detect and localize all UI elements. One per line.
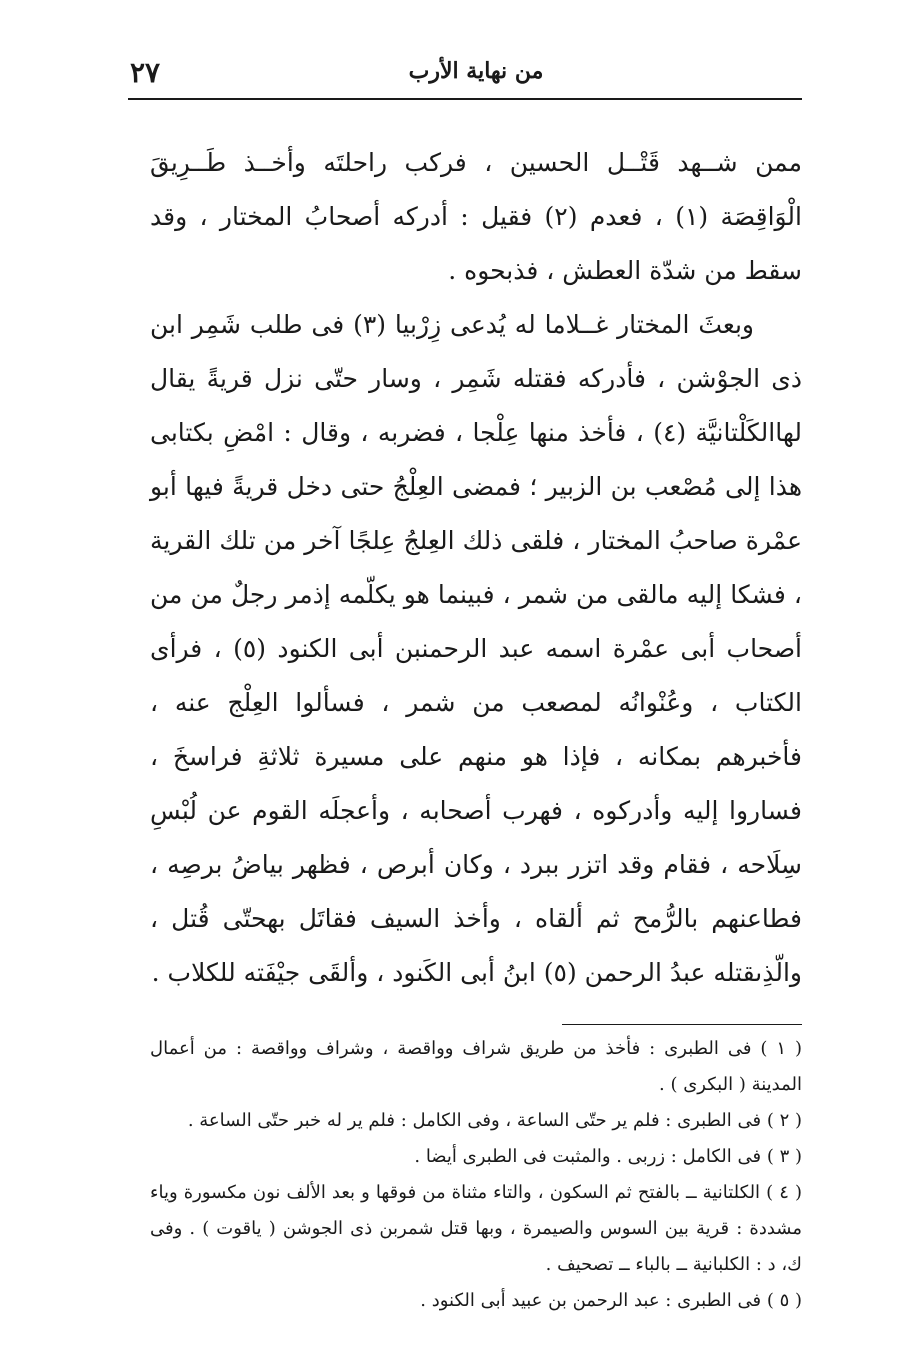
footnote: ( ٢ ) فى الطبرى : فلم ير حتّى الساعة ، وفى الكامل : فلم ير له خبر حتّى الساعة .: [187, 1110, 802, 1131]
paragraph: ممن شــهد قَتْــل الحسين ، فركب راحلتَه وأخــذ طَــرِيقَ الْوَاقِصَة (١) ، فعدم (٢) فقيل : أدركه أصحابُ المختار ، وقد سقط من شدّة العطش ، فذبحوه .: [150, 148, 802, 285]
running-title: من نهاية الأرب: [408, 58, 544, 84]
main-text: [150, 136, 802, 1000]
footnote: ( ٤ ) الكلتانية ــ بالفتح ثم السكون ، والتاء مثناة من فوقها و بعد الألف نون مكسورة وياء مشددة : قرية بين السوس والصيمرة ، وبها قتل شمربن ذى الجوشن ( ياقوت ) . وفى ك، د : الكلبانية ــ بالباء ــ تصحيف .: [150, 1182, 803, 1275]
footnotes: [150, 1031, 802, 1319]
page-header: [130, 50, 802, 96]
paragraph: وبعثَ المختار غــلاما له يُدعى زِرْبيا (٣) فى طلب شَمِر ابن ذى الجوْشن ، فأدركه فقتله شَمِر ، وسار حتّى نزل قريةً يقال لهاالكَلْتانيَّة (٤) ، فأخذ منها عِلْجا ، فضربه ، وقال : امْضِ بكتابى هذا إلى مُصْعب بن الزبير ؛ فمضى العِلْجُ حتى دخل قريةً فيها أبو عمْرة صاحبُ المختار ، فلقى ذلك العِلجُ عِلجًا آخر من تلك القرية ، فشكا إليه مالقى من شمر ، فبينما هو يكلّمه إذمر رجلٌ من من أصحاب أبى عمْرة اسمه عبد الرحمنبن أبى الكنود (٥) ، فرأى الكتاب ، وعُنْوانُه لمصعب من شمر ، فسألوا العِلْج عنه ، فأخبرهم بمكانه ، فإذا هو منهم على مسيرة ثلاثةِ فراسخَ ، فساروا إليه وأدركوه ، فهرب أصحابه ، وأعجلَه القوم عن لُبْسِ سِلَاحه ، فقام وقد اتزر ببرد ، وكان أبرص ، فظهر بياضُ برصِه ، فطاعنهم بالرُّمح ثم ألقاه ، وأخذ السيف فقاتَل بهحتّى قُتل ، والّذِىقتله عبدُ الرحمن (٥) ابنُ أبى الكَنود ، وألقَى جيْفَته للكلاب .: [150, 310, 803, 987]
footnote: ( ١ ) فى الطبرى : فأخذ من طريق شراف وواقصة ، وشراف وواقصة : من أعمال المدينة ( البكرى ) .: [150, 1038, 802, 1095]
book-page: [130, 50, 803, 1319]
footnote: ( ٣ ) فى الكامل : زربى . والمثبت فى الطبرى أيضا .: [414, 1146, 802, 1167]
page-number: ٢٧: [130, 56, 161, 89]
footnote-separator: [562, 1024, 802, 1025]
header-rule: [128, 98, 802, 100]
footnote: ( ٥ ) فى الطبرى : عبد الرحمن بن عبيد أبى الكنود .: [420, 1290, 802, 1311]
